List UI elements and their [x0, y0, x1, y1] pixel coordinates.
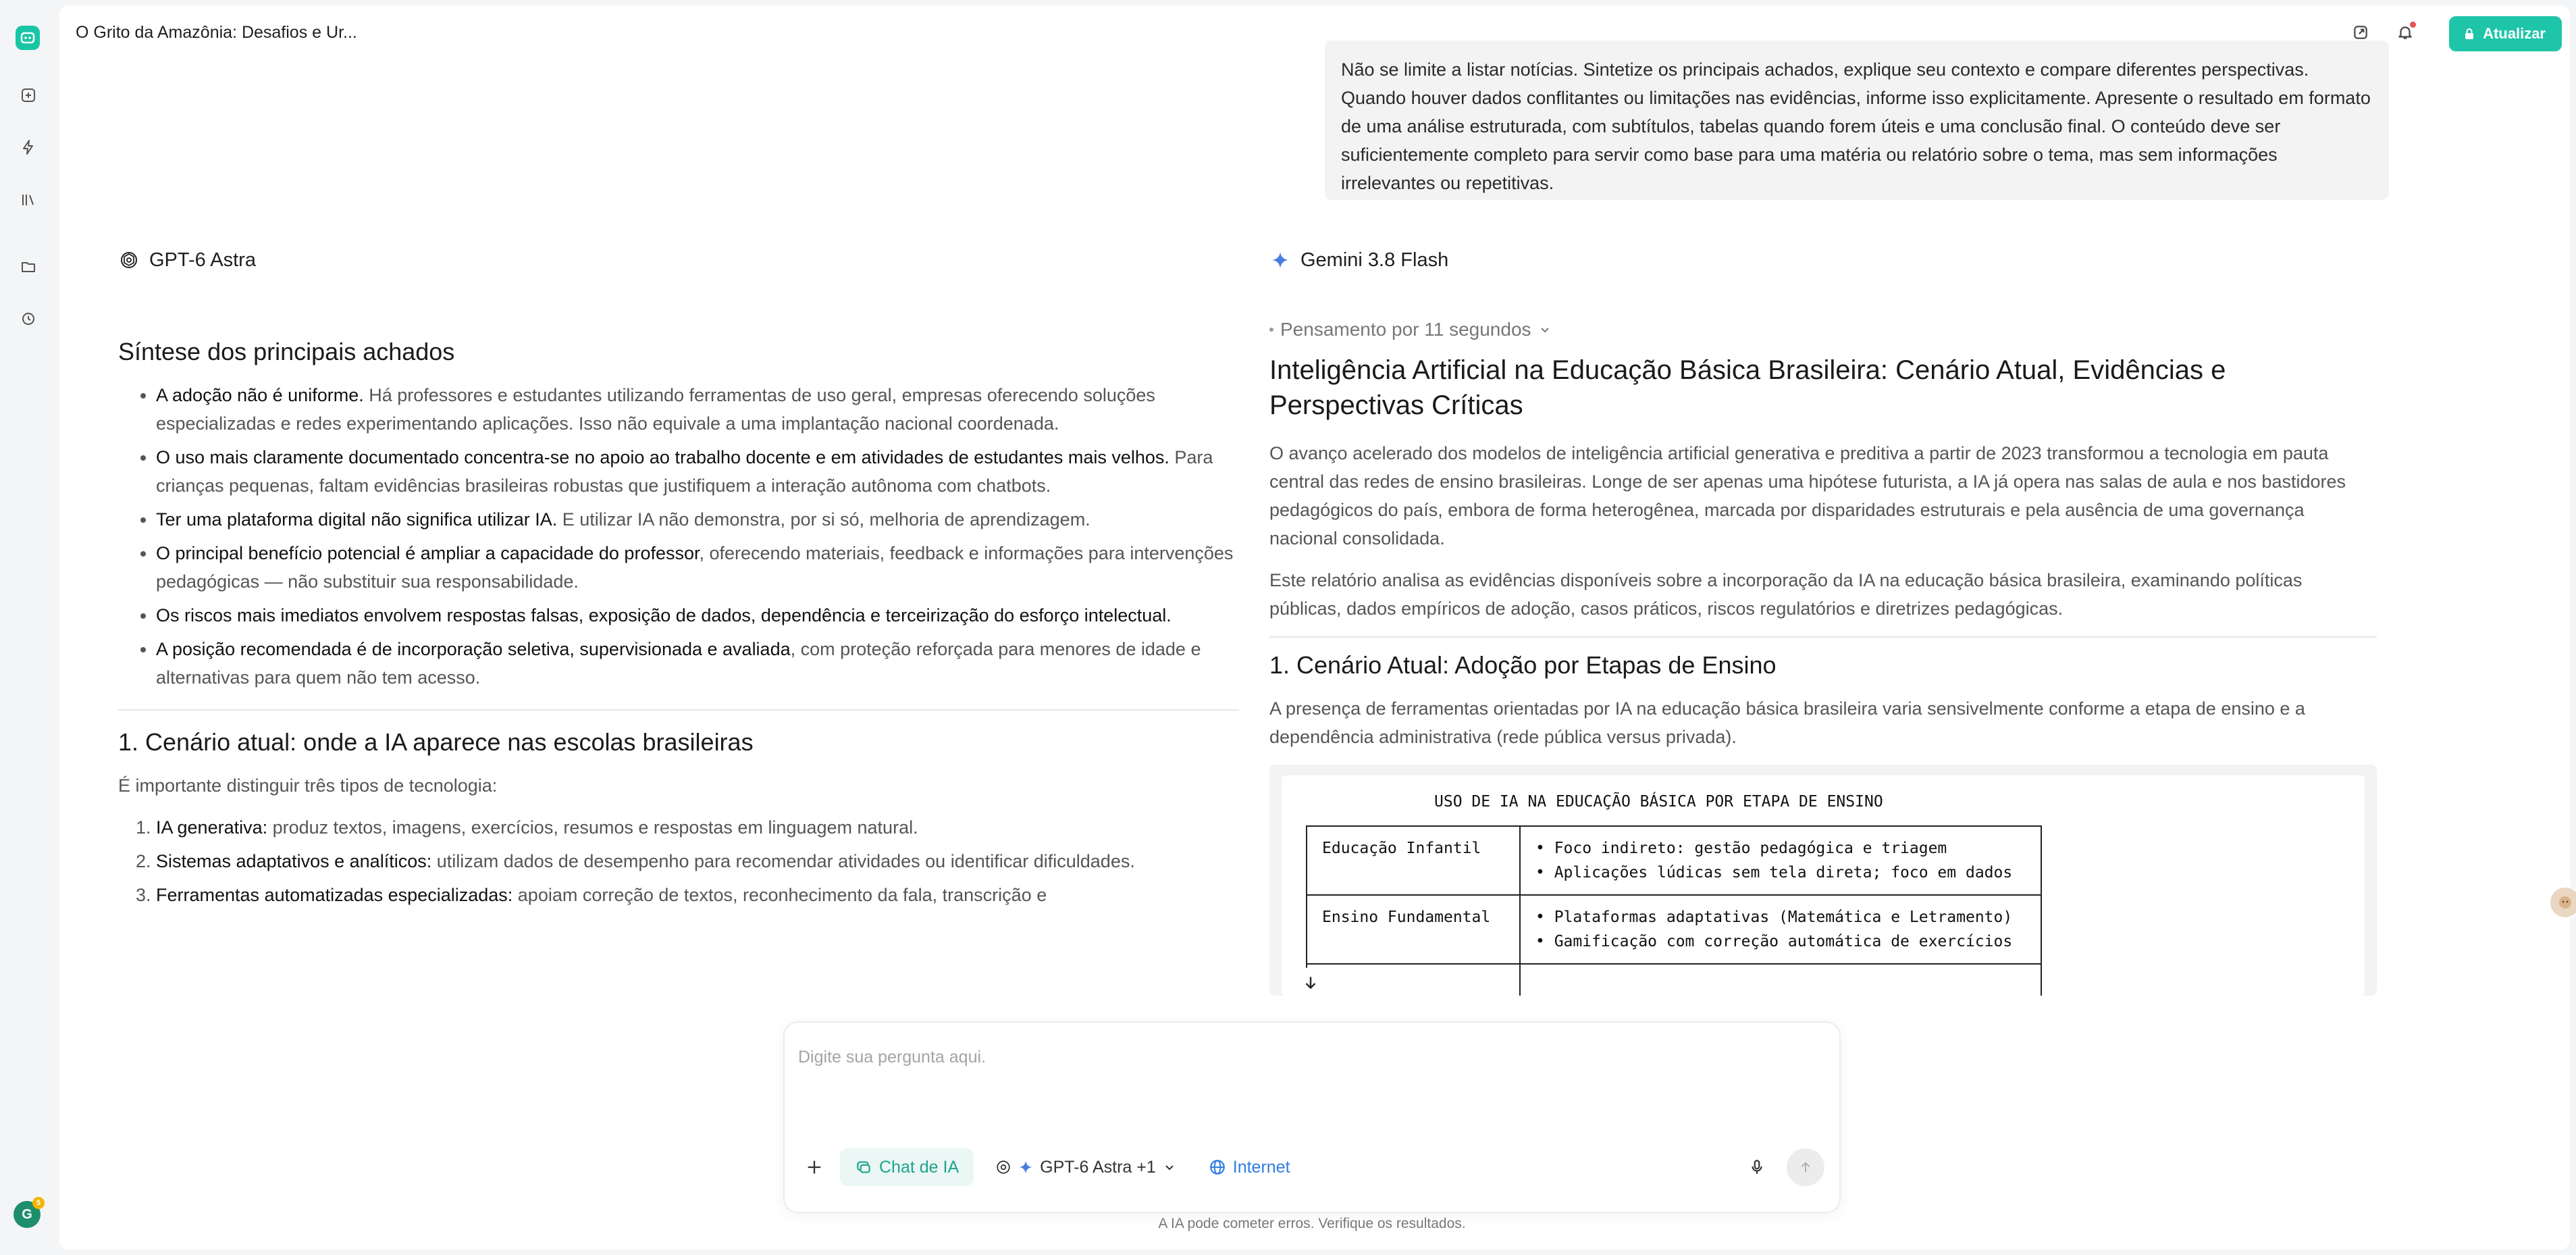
microphone-icon	[1748, 1158, 1766, 1176]
avatar-badge: 5	[32, 1197, 45, 1209]
table-row	[1307, 826, 2041, 895]
send-button[interactable]	[1787, 1148, 1824, 1186]
table-cell	[1520, 826, 2041, 895]
composer	[783, 1021, 1841, 1213]
model-selector-label: GPT-6 Astra +1	[1040, 1157, 1156, 1177]
notification-bell-icon[interactable]	[2393, 20, 2417, 45]
new-chat-icon[interactable]	[15, 82, 42, 109]
code-table	[1306, 825, 2042, 996]
composer-right-actions	[1742, 1148, 1824, 1186]
left-model-header	[118, 243, 1239, 277]
list-item	[156, 881, 1239, 909]
list-item-bold: A posição recomendada é de incorporação seletiva, supervisionada e avaliada	[156, 639, 791, 659]
right-response	[1269, 311, 2377, 1000]
conversation-title[interactable]: O Grito da Amazônia: Desafios e Ur...	[76, 23, 357, 42]
arrow-down-icon	[1302, 974, 1319, 992]
left-response	[118, 331, 1239, 1006]
table-row	[1307, 895, 2041, 964]
assistant-face-icon	[2557, 894, 2573, 911]
table-cell-line: • Aplicações lúdicas sem tela direta; foco em dados	[1535, 864, 2013, 881]
code-block	[1269, 765, 2377, 996]
table-row	[1307, 964, 2041, 996]
openai-logo-icon	[118, 249, 140, 271]
list-item	[156, 847, 1239, 875]
user-prompt-bubble: Não se limite a listar notícias. Sintetize os principais achados, explique seu contexto e compare diferentes perspectivas. Quando houver dados conflitantes ou limitações nas evidências, informe isso explicitamente. Apresente o resultado em formato de uma análise estruturada, com subtítulos, tabelas quando forem úteis e uma conclusão final. O conteúdo deve ser suficientemente completo para servir como base para uma matéria ou relatório sobre o tema, mas sem informações irrelevantes ou repetitivas.	[1325, 41, 2389, 200]
list-item-text: produz textos, imagens, exercícios, resumos e respostas em linguagem natural.	[267, 817, 918, 838]
table-cell: Educação Infantil	[1307, 826, 1520, 895]
thinking-bullet	[1269, 328, 1273, 332]
right-model-header	[1269, 243, 2377, 277]
list-item-bold: Ter uma plataforma digital não significa utilizar IA.	[156, 509, 558, 530]
list-item-bold: IA generativa:	[156, 817, 268, 838]
notification-dot	[2410, 22, 2416, 28]
microphone-button[interactable]	[1742, 1152, 1772, 1182]
left-model-name: GPT-6 Astra	[149, 249, 256, 271]
bolt-icon[interactable]	[15, 134, 42, 161]
list-item	[156, 381, 1239, 438]
paragraph: Este relatório analisa as evidências disponíveis sobre a incorporação da IA na educação básica brasileira, examinando políticas públicas, dados empíricos de adoção, casos práticos, riscos regulatórios e diretrizes pedagógicas.	[1269, 570, 2303, 619]
gemini-sparkle-icon	[1269, 249, 1291, 271]
types-list	[118, 813, 1239, 909]
plus-icon	[805, 1158, 824, 1177]
app-logo-icon[interactable]	[16, 26, 40, 50]
code-table-title: USO DE IA NA EDUCAÇÃO BÁSICA POR ETAPA DE ENSINO	[1434, 793, 1883, 811]
list-item	[156, 601, 1239, 630]
gemini-sparkle-icon	[1018, 1160, 1033, 1175]
thinking-label: Pensamento por 11 segundos	[1280, 319, 1531, 340]
update-button[interactable]	[2449, 16, 2562, 51]
fade-overlay	[118, 959, 1239, 1006]
list-item-text: , oferecendo materiais, feedback e informações para intervenções pedagógicas — não substituir sua responsabilidade.	[156, 543, 1234, 592]
thinking-toggle[interactable]	[1269, 319, 2377, 340]
list-item-text: Há professores e estudantes utilizando ferramentas de uso geral, empresas oferecendo soluções especializadas e redes experimentando aplicações. Isso não equivale a uma implantação nacional coordenada.	[156, 385, 1155, 434]
arrow-up-icon	[1798, 1160, 1813, 1175]
chevron-down-icon	[1538, 323, 1552, 336]
list-item-bold: A adoção não é uniforme.	[156, 385, 364, 405]
list-item-text: Para crianças pequenas, faltam evidências brasileiras robustas que justifiquem a interação autônoma com chatbots.	[156, 447, 1213, 496]
table-cell	[1520, 895, 2041, 964]
chevron-down-icon	[1163, 1160, 1176, 1174]
table-cell	[1307, 964, 1520, 996]
chat-icon	[855, 1158, 872, 1176]
list-item-bold: Ferramentas automatizadas especializadas:	[156, 885, 513, 905]
mode-chip-chat[interactable]	[840, 1148, 974, 1186]
avatar-letter: G	[22, 1206, 32, 1222]
table-cell-line: • Plataformas adaptativas (Matemática e Letramento)	[1535, 908, 2013, 926]
table-cell-line: • Gamificação com correção automática de exercícios	[1535, 933, 2013, 950]
list-item	[156, 505, 1239, 534]
list-item	[156, 813, 1239, 842]
list-item-text: E utilizar IA não demonstra, por si só, melhoria de aprendizagem.	[557, 509, 1090, 530]
divider	[118, 709, 1239, 711]
attach-plus-button[interactable]	[799, 1152, 829, 1182]
globe-icon	[1209, 1158, 1226, 1176]
findings-list	[118, 381, 1239, 692]
mode-label: Chat de IA	[879, 1157, 960, 1177]
list-item-bold: O uso mais claramente documentado concentra-se no apoio ao trabalho docente e em atividades de estudantes mais velhos.	[156, 447, 1169, 467]
library-icon[interactable]	[15, 186, 42, 213]
left-rail	[0, 0, 57, 1255]
list-item-text: apoiam correção de textos, reconhecimento da fala, transcrição e	[512, 885, 1047, 905]
scroll-down-button[interactable]	[1295, 967, 1326, 998]
model-selector[interactable]	[984, 1148, 1187, 1186]
table-cell: Ensino Fundamental	[1307, 895, 1520, 964]
paragraph: O avanço acelerado dos modelos de inteligência artificial generativa e preditiva a partir de 2023 transformou a tecnologia em pauta central das redes de ensino brasileiras. Longe de ser apenas uma hipótese futurista, a IA já opera nas salas de aula e nos bastidores pedagógicos do país, embora de forma heterogênea, marcada por disparidades estruturais e pela ausência de uma governança nacional consolidada.	[1269, 443, 2346, 548]
table-cell	[1520, 964, 2041, 996]
list-item-text: , com proteção reforçada para menores de idade e alternativas para quem não tem acesso.	[156, 639, 1201, 688]
paragraph: É importante distinguir três tipos de tecnologia:	[118, 775, 498, 796]
floating-assistant-avatar[interactable]	[2549, 886, 2576, 919]
section-title: 1. Cenário Atual: Adoção por Etapas de Ensino	[1269, 651, 1777, 679]
code-block-content	[1282, 775, 2365, 996]
right-model-name: Gemini 3.8 Flash	[1300, 249, 1449, 271]
user-avatar[interactable]	[14, 1201, 41, 1228]
update-label: Atualizar	[2483, 25, 2546, 42]
list-item-text: utilizam dados de desempenho para recomendar atividades ou identificar dificuldades.	[431, 851, 1135, 871]
internet-label: Internet	[1232, 1157, 1290, 1177]
section-title: 1. Cenário atual: onde a IA aparece nas escolas brasileiras	[118, 728, 754, 756]
list-item-bold: Os riscos mais imediatos envolvem respostas falsas, exposição de dados, dependência e terceirização do esforço intelectual.	[156, 605, 1172, 625]
list-item	[156, 443, 1239, 500]
internet-toggle[interactable]	[1198, 1148, 1301, 1186]
report-title: Inteligência Artificial na Educação Básica Brasileira: Cenário Atual, Evidências e Perspectivas Críticas	[1269, 355, 2226, 420]
paragraph: A presença de ferramentas orientadas por IA na educação básica brasileira varia sensivelmente conforme a etapa de ensino e a dependência administrativa (rede pública versus privada).	[1269, 698, 2305, 747]
table-cell-line: • Foco indireto: gestão pedagógica e triagem	[1535, 840, 1947, 857]
message-input[interactable]	[797, 1036, 1812, 1078]
lock-icon	[2463, 27, 2476, 41]
ai-disclaimer: A IA pode cometer erros. Verifique os resultados.	[1158, 1216, 1466, 1231]
openai-logo-icon	[995, 1159, 1011, 1175]
section-title: Síntese dos principais achados	[118, 338, 455, 365]
folder-icon[interactable]	[15, 253, 42, 280]
list-item	[156, 539, 1239, 596]
composer-toolbar	[799, 1148, 1824, 1186]
list-item	[156, 635, 1239, 692]
list-item-bold: O principal benefício potencial é ampliar a capacidade do professor	[156, 543, 700, 563]
list-item-bold: Sistemas adaptativos e analíticos:	[156, 851, 432, 871]
divider	[1269, 636, 2377, 638]
history-icon[interactable]	[15, 305, 42, 332]
